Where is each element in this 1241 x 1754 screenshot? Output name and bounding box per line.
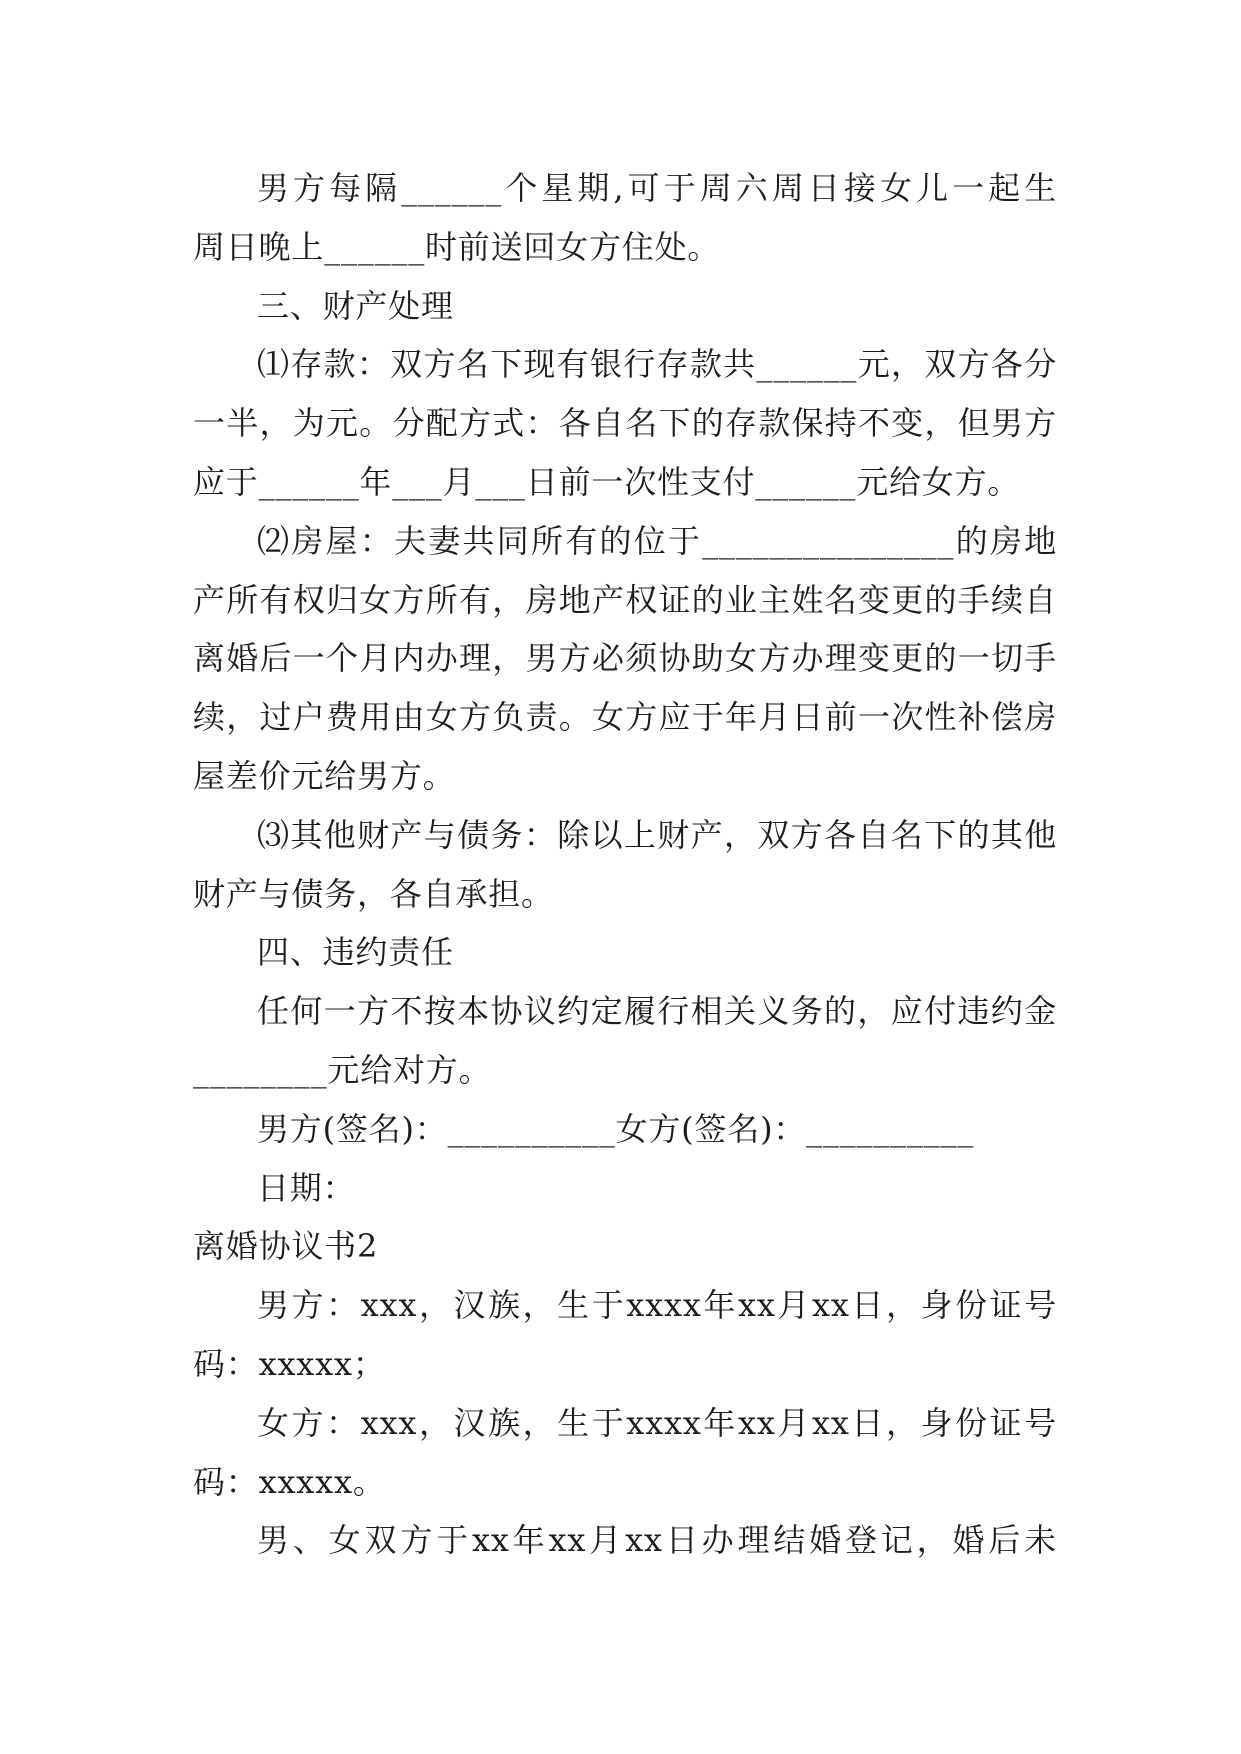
house-clause-line: 离婚后一个月内办理，男方必须协助女方办理变更的一切手 [193, 639, 1057, 678]
male-signature-blank: __________ [447, 1109, 616, 1148]
section-heading-property: 三、财产处理 [257, 286, 454, 325]
liability-clause-line: ________元给对方。 [193, 1050, 492, 1089]
marriage-statement-line: 男、女双方于xx年xx月xx日办理结婚登记，婚后未 [257, 1521, 1057, 1560]
liability-clause-line: 任何一方不按本协议约定履行相关义务的，应付违约金 [257, 992, 1057, 1031]
signature-line [193, 1100, 1057, 1159]
house-clause-line: 续，过户费用由女方负责。女方应于年月日前一次性补偿房 [193, 698, 1057, 737]
deposit-clause-line: ⑴存款：双方名下现有银行存款共______元，双方各分 [257, 345, 1057, 384]
house-clause-line: 产所有权归女方所有，房地产权证的业主姓名变更的手续自 [193, 580, 1057, 619]
other-assets-clause-line: ⑶其他财产与债务：除以上财产，双方各自名下的其他 [257, 815, 1057, 854]
section-heading-liability: 四、违约责任 [257, 933, 454, 972]
other-assets-clause-line: 财产与债务，各自承担。 [193, 874, 554, 913]
deposit-clause-line: 应于______年___月___日前一次性支付______元给女方。 [193, 462, 1021, 501]
male-party-line: 码：xxxxx； [193, 1344, 386, 1383]
female-signature-blank: __________ [806, 1109, 975, 1148]
visitation-line: 周日晚上______时前送回女方住处。 [193, 227, 721, 266]
agreement-title: 离婚协议书2 [193, 1227, 379, 1266]
house-clause-line: ⑵房屋：夫妻共同所有的位于_______________的房地 [257, 521, 1057, 560]
female-signature-label: 女方(签名)： [615, 1109, 807, 1148]
male-signature-label: 男方(签名)： [257, 1109, 448, 1148]
female-party-line: 码：xxxxx。 [193, 1462, 386, 1501]
female-party-line: 女方：xxx，汉族，生于xxxx年xx月xx日，身份证号 [257, 1403, 1057, 1442]
document-body [193, 159, 1057, 1570]
deposit-clause-line: 一半，为元。分配方式：各自名下的存款保持不变，但男方 [193, 404, 1057, 443]
visitation-line: 男方每隔______个星期,可于周六周日接女儿一起生 [257, 169, 1057, 207]
house-clause-line: 屋差价元给男方。 [193, 756, 456, 795]
male-party-line: 男方：xxx，汉族，生于xxxx年xx月xx日，身份证号 [257, 1286, 1057, 1325]
date-label: 日期： [257, 1168, 356, 1207]
